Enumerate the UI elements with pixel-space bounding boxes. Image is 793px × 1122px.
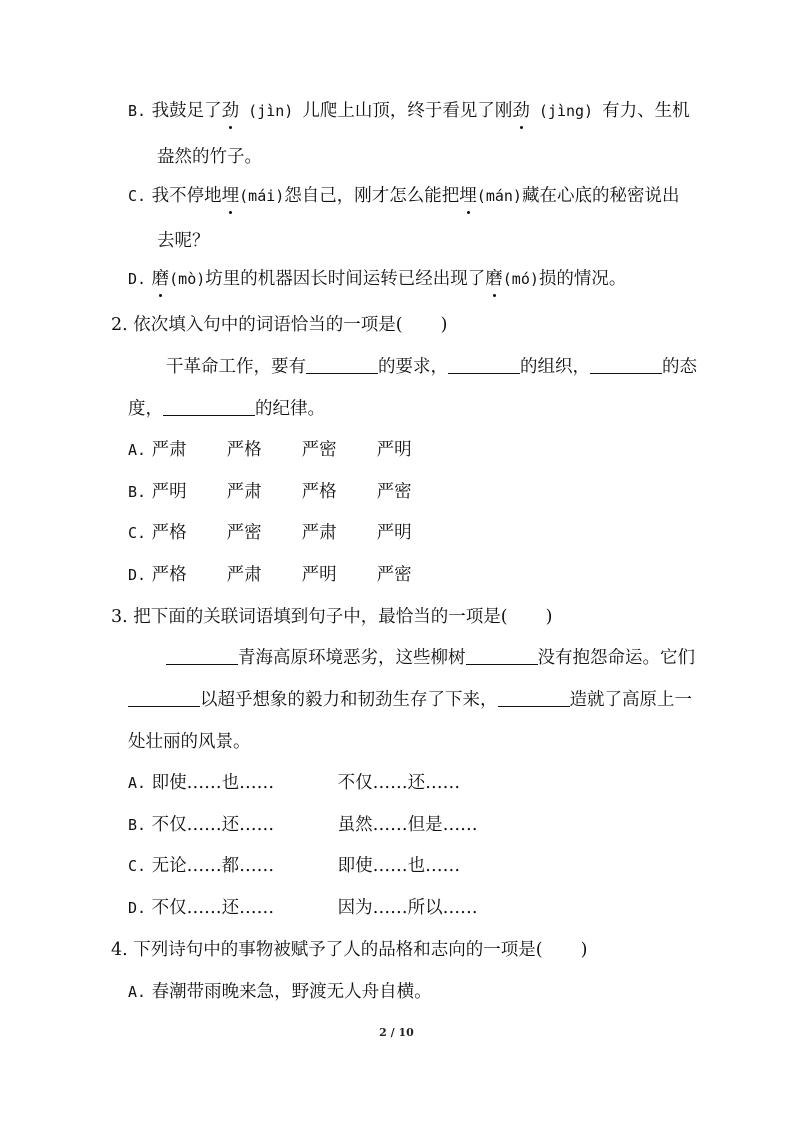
q3-paragraph-line2: 以超乎想象的毅力和韧劲生存了下来， 造就了高原上一	[128, 685, 692, 715]
q1-option-b: B. 我鼓足了劲 (jìn) 儿爬上山顶，终于看见了刚劲 (jìng) 有力、生机	[128, 96, 690, 126]
q2-paragraph-line2: 度， 的纪律。	[128, 394, 325, 424]
blank	[466, 644, 538, 665]
blank	[163, 395, 255, 416]
blank	[128, 686, 200, 707]
option-label: C.	[128, 187, 147, 205]
emphasis-char: 磨	[152, 264, 170, 294]
q1-option-c-cont: 去呢？	[157, 231, 210, 251]
pinyin: (mò)	[169, 270, 206, 288]
q2-option-b: B. 严明 严肃 严格 严密	[128, 482, 412, 502]
emphasis-char: 埋	[222, 181, 240, 211]
option-label: D.	[128, 270, 147, 288]
pinyin: (jìn)	[239, 102, 303, 120]
q3-option-a: A. 即使……也…… 不仅……还……	[128, 773, 461, 793]
q3-paragraph-line3: 处壮丽的风景。	[128, 732, 251, 752]
q3-option-b: B. 不仅……还…… 虽然……但是……	[128, 815, 478, 835]
q4-stem: 4. 下列诗句中的事物被赋予了人的品格和志向的一项是( )	[111, 940, 588, 960]
emphasis-char: 劲	[222, 96, 240, 126]
q2-option-c: C. 严格 严密 严肃 严明	[128, 523, 412, 543]
pinyin: (mán)	[476, 187, 522, 205]
q3-stem: 3. 把下面的关联词语填到句子中，最恰当的一项是( )	[111, 607, 553, 627]
blank	[498, 686, 570, 707]
q3-paragraph-line1: 青海高原环境恶劣，这些柳树 没有抱怨命运。它们	[166, 643, 695, 673]
emphasis-char: 埋	[459, 181, 477, 211]
q2-option-a: A. 严肃 严格 严密 严明	[128, 440, 412, 460]
emphasis-char: 磨	[485, 264, 503, 294]
q4-option-a: A. 春潮带雨晚来急，野渡无人舟自横。	[128, 982, 432, 1002]
q2-stem: 2. 依次填入句中的词语恰当的一项是( )	[111, 315, 448, 335]
blank	[448, 353, 520, 374]
q3-option-d: D. 不仅……还…… 因为……所以……	[128, 898, 478, 918]
q1-option-d: D. 磨(mò)坊里的机器因长时间运转已经出现了磨(mó)损的情况。	[128, 264, 626, 294]
q2-paragraph-line1: 干革命工作，要有 的要求， 的组织， 的态	[166, 352, 697, 382]
blank	[166, 644, 238, 665]
q1-option-c: C. 我不停地埋(mái)怨自己，刚才怎么能把埋(mán)藏在心底的秘密说出	[128, 181, 679, 211]
blank	[306, 353, 378, 374]
pinyin: (mó)	[502, 270, 539, 288]
emphasis-char: 劲	[512, 96, 530, 126]
option-label: B.	[128, 102, 147, 120]
q2-option-d: D. 严格 严肃 严明 严密	[128, 565, 412, 585]
blank	[590, 353, 662, 374]
q3-option-c: C. 无论……都…… 即使……也……	[128, 856, 461, 876]
q1-option-b-cont: 盎然的竹子。	[157, 147, 262, 167]
pinyin: (mái)	[239, 187, 285, 205]
page-number: 2 / 10	[379, 1026, 414, 1039]
pinyin: (jìng)	[529, 102, 603, 120]
